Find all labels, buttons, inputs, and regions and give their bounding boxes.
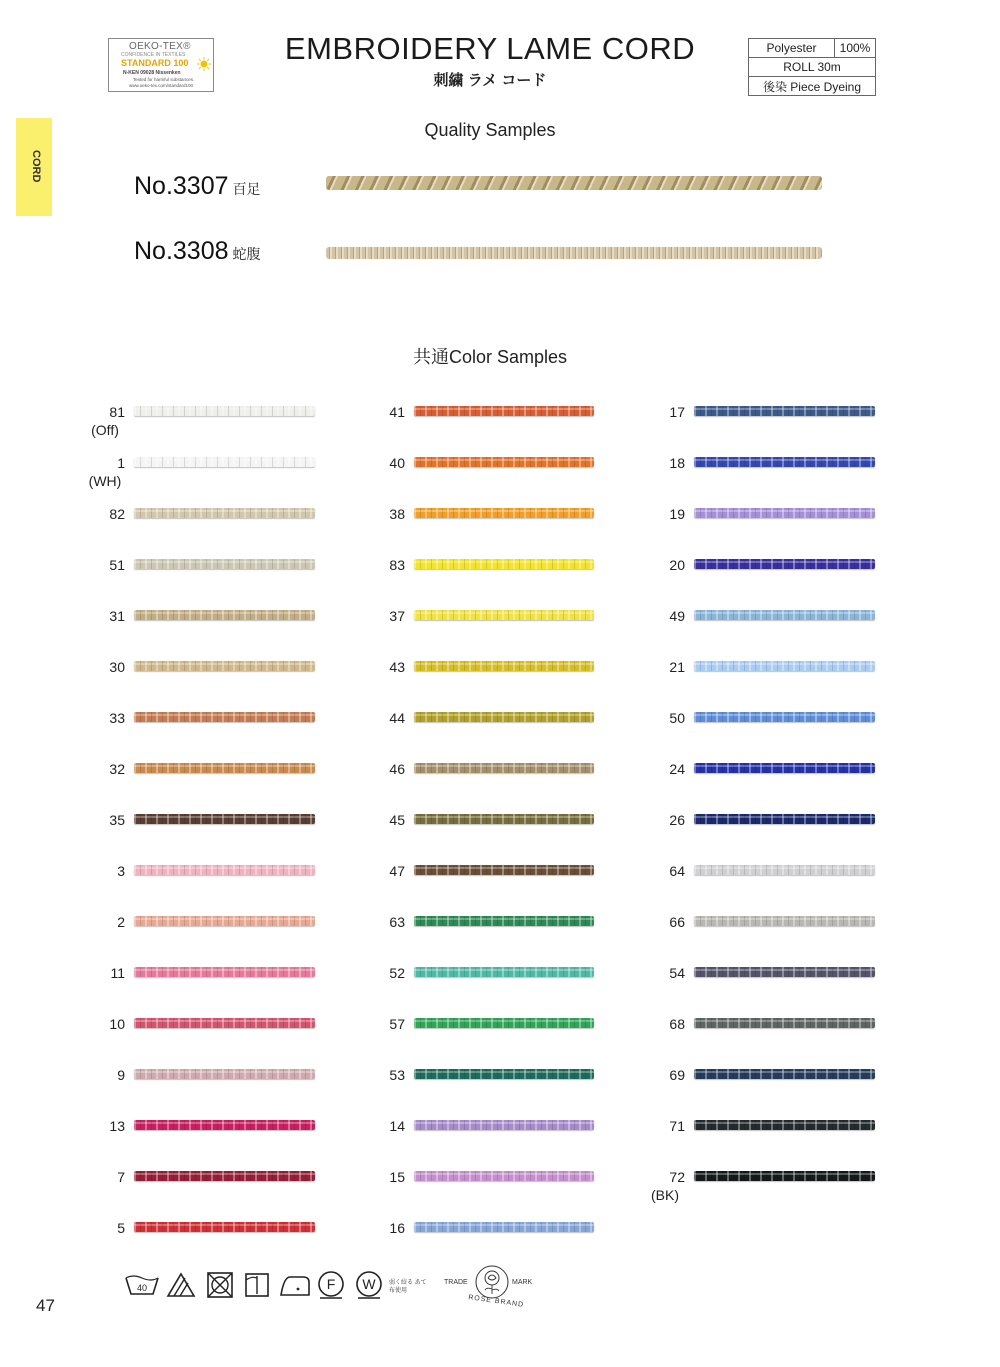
page-title: EMBROIDERY LAME CORD <box>284 31 696 66</box>
dry-clean-letter: F <box>326 1276 336 1292</box>
oeko-logo-line5: Tested for harmful substances. <box>133 77 195 82</box>
oeko-logo-line1: OEKO-TEX® <box>129 41 191 52</box>
color-cord-sample <box>414 1069 594 1079</box>
care-note: 弱く絞る あて布使用 <box>389 1280 427 1294</box>
bleach-triangle-icon <box>166 1270 196 1300</box>
color-code: 26 <box>669 812 685 828</box>
color-code: 43 <box>389 659 405 675</box>
oeko-logo-line4: N-KEN 09028 Nissenken <box>123 70 181 76</box>
spec-material: Polyester <box>749 39 835 57</box>
rose-icon <box>474 1264 510 1300</box>
color-code-sub: (BK) <box>651 1187 679 1203</box>
no-tumble-dry-icon <box>205 1270 235 1300</box>
color-code: 19 <box>669 506 685 522</box>
color-cord-sample <box>694 508 875 518</box>
color-code: 38 <box>389 506 405 522</box>
color-samples-title: 共通Color Samples <box>412 347 568 367</box>
color-cord-sample <box>694 712 875 722</box>
line-dry-icon <box>242 1270 272 1300</box>
color-cord-sample <box>414 1171 594 1181</box>
quality-cord-3307 <box>326 176 822 190</box>
quality-number: No.3307 <box>134 172 229 200</box>
color-code: 15 <box>389 1169 405 1185</box>
color-code: 72 <box>669 1169 685 1185</box>
color-cord-sample <box>694 916 875 926</box>
color-code: 2 <box>117 914 125 930</box>
color-cord-sample <box>414 661 594 671</box>
color-code: 53 <box>389 1067 405 1083</box>
color-code: 13 <box>109 1118 125 1134</box>
color-code: 3 <box>117 863 125 879</box>
color-cord-sample <box>414 406 594 416</box>
color-code-sub: (WH) <box>88 473 122 489</box>
color-cord-sample <box>134 865 315 875</box>
wet-clean-w-icon <box>354 1270 384 1300</box>
color-code: 20 <box>669 557 685 573</box>
color-cord-sample <box>134 559 315 569</box>
color-code: 66 <box>669 914 685 930</box>
color-cord-sample <box>414 967 594 977</box>
color-cord-sample <box>694 1018 875 1028</box>
quality-kanji: 蛇腹 <box>232 246 261 262</box>
color-cord-sample <box>414 1018 594 1028</box>
color-code: 7 <box>117 1169 125 1185</box>
spec-table <box>748 38 876 96</box>
wet-clean-letter: W <box>362 1276 376 1292</box>
color-code: 1 <box>117 455 125 471</box>
color-cord-sample <box>694 610 875 620</box>
side-tab-label: CORD <box>30 150 42 183</box>
trademark-right: MARK <box>512 1279 533 1286</box>
color-code: 5 <box>117 1220 125 1236</box>
color-cord-sample <box>414 916 594 926</box>
color-code: 10 <box>109 1016 125 1032</box>
color-code: 9 <box>117 1067 125 1083</box>
color-cord-sample <box>694 865 875 875</box>
color-code: 31 <box>109 608 125 624</box>
color-code: 41 <box>389 404 405 420</box>
color-code: 21 <box>669 659 685 675</box>
color-cord-sample <box>134 916 315 926</box>
quality-item-3307-label <box>134 172 261 201</box>
color-cord-sample <box>134 1222 315 1232</box>
color-code: 64 <box>669 863 685 879</box>
color-code: 32 <box>109 761 125 777</box>
color-cord-sample <box>414 610 594 620</box>
trademark-left: TRADE <box>444 1279 468 1286</box>
color-cord-sample <box>694 967 875 977</box>
color-code: 37 <box>389 608 405 624</box>
color-cord-sample <box>414 559 594 569</box>
color-cord-sample <box>694 1120 875 1130</box>
color-cord-sample <box>134 712 315 722</box>
color-code: 18 <box>669 455 685 471</box>
color-code: 51 <box>109 557 125 573</box>
color-cord-sample <box>414 712 594 722</box>
color-cord-sample <box>134 406 315 416</box>
spec-row-material <box>749 39 875 57</box>
oeko-logo-line6: www.oeko-tex.com/standard100 <box>129 83 194 88</box>
color-code: 17 <box>669 404 685 420</box>
color-code: 63 <box>389 914 405 930</box>
quality-number: No.3308 <box>134 237 229 265</box>
color-cord-sample <box>414 865 594 875</box>
color-code: 24 <box>669 761 685 777</box>
color-cord-sample <box>414 1120 594 1130</box>
color-cord-sample <box>134 1120 315 1130</box>
color-cord-sample <box>134 763 315 773</box>
color-cord-sample <box>694 763 875 773</box>
color-cord-sample <box>134 1069 315 1079</box>
color-cord-sample <box>694 559 875 569</box>
color-code: 50 <box>669 710 685 726</box>
quality-cord-3308 <box>326 247 822 259</box>
color-code: 69 <box>669 1067 685 1083</box>
color-code: 68 <box>669 1016 685 1032</box>
color-cord-sample <box>414 763 594 773</box>
color-code: 83 <box>389 557 405 573</box>
oeko-logo-line3: STANDARD 100 <box>121 58 189 68</box>
color-cord-sample <box>134 661 315 671</box>
color-code: 49 <box>669 608 685 624</box>
color-code: 30 <box>109 659 125 675</box>
color-code: 46 <box>389 761 405 777</box>
spec-dye: 後染 Piece Dyeing <box>762 79 862 94</box>
color-code: 11 <box>110 965 125 981</box>
color-cord-sample <box>134 1171 315 1181</box>
color-cord-sample <box>414 508 594 518</box>
iron-icon <box>278 1270 312 1300</box>
color-code: 52 <box>389 965 405 981</box>
color-code: 16 <box>389 1220 405 1236</box>
color-code: 33 <box>109 710 125 726</box>
side-tab <box>16 118 52 216</box>
color-cord-sample <box>134 610 315 620</box>
color-code: 35 <box>109 812 125 828</box>
quality-item-3308-label <box>134 237 261 266</box>
color-code: 14 <box>389 1118 405 1134</box>
color-cord-sample <box>414 814 594 824</box>
color-cord-sample <box>414 457 594 467</box>
rose-brand-logo <box>444 1264 544 1314</box>
color-cord-sample <box>694 457 875 467</box>
color-cord-sample <box>134 814 315 824</box>
oeko-logo-line2: CONFIDENCE IN TEXTILES <box>121 52 186 58</box>
color-cord-sample <box>134 1018 315 1028</box>
color-cord-sample <box>694 1069 875 1079</box>
spec-row-dye <box>749 76 875 95</box>
color-cord-sample <box>694 1171 875 1181</box>
page-number: 47 <box>36 1296 55 1315</box>
quality-samples-title: Quality Samples <box>424 120 556 140</box>
color-code: 81 <box>109 404 125 420</box>
color-code: 82 <box>109 506 125 522</box>
color-code: 71 <box>669 1118 685 1134</box>
color-code: 47 <box>389 863 405 879</box>
color-cord-sample <box>134 457 315 467</box>
color-cord-sample <box>694 406 875 416</box>
color-code-sub: (Off) <box>91 422 119 438</box>
wash-temp: 40 <box>136 1283 148 1293</box>
color-code: 40 <box>389 455 405 471</box>
color-cord-sample <box>694 814 875 824</box>
spec-percent: 100% <box>839 41 871 55</box>
sun-icon <box>197 57 211 71</box>
color-cord-sample <box>414 1222 594 1232</box>
color-cord-sample <box>694 661 875 671</box>
color-code: 57 <box>389 1016 405 1032</box>
wash-40-icon <box>124 1270 160 1300</box>
color-code: 45 <box>389 812 405 828</box>
color-code: 44 <box>389 710 405 726</box>
color-cord-sample <box>134 508 315 518</box>
dry-clean-f-icon <box>316 1270 346 1300</box>
oeko-tex-logo <box>108 38 214 92</box>
spec-roll: ROLL 30m <box>783 60 841 74</box>
page-subtitle: 刺繍 ラメ コード <box>433 72 547 89</box>
quality-kanji: 百足 <box>232 181 261 197</box>
color-code: 54 <box>669 965 685 981</box>
spec-row-roll <box>749 57 875 76</box>
brand-name: ROSE BRAND <box>467 1294 525 1309</box>
color-cord-sample <box>134 967 315 977</box>
